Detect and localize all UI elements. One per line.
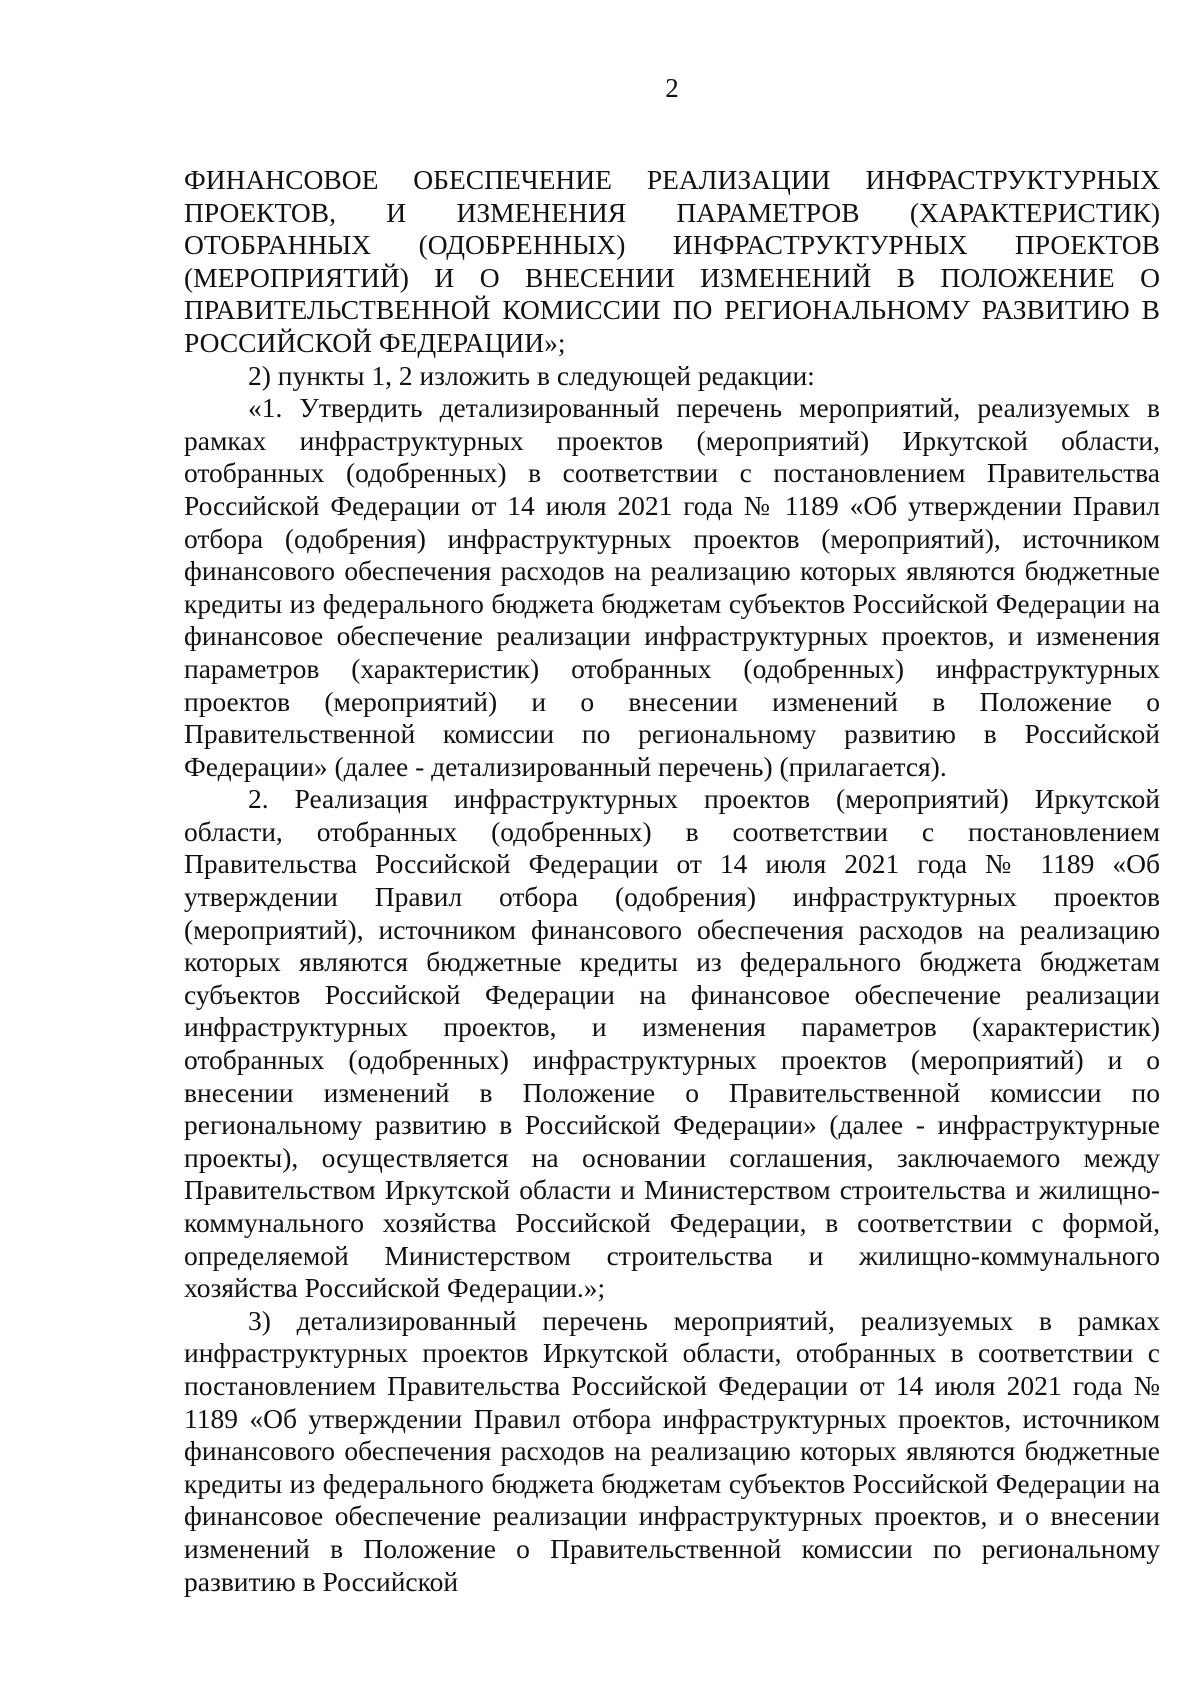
paragraph-heading-continuation: ФИНАНСОВОЕ ОБЕСПЕЧЕНИЕ РЕАЛИЗАЦИИ ИНФРАСТРУКТУРНЫХ ПРОЕКТОВ, И ИЗМЕНЕНИЯ ПАРАМЕТРОВ (ХАРАКТЕРИСТИК) ОТОБРАННЫХ (ОДОБРЕННЫХ) ИНФРАСТРУКТУРНЫХ ПРОЕКТОВ (МЕРОПРИЯТИЙ) И О ВНЕСЕНИИ ИЗМЕНЕНИЙ В ПОЛОЖЕНИЕ О ПРАВИТЕЛЬСТВЕННОЙ КОМИССИИ ПО РЕГИОНАЛЬНОМУ РАЗВИТИЮ В РОССИЙСКОЙ ФЕДЕРАЦИИ»; <box>184 164 1160 358</box>
paragraph-item-2: 2) пункты 1, 2 изложить в следующей редакции: <box>248 359 815 391</box>
document-page <box>184 72 1160 1672</box>
paragraph-point-1: «1. Утвердить детализированный перечень мероприятий, реализуемых в рамках инфраструктурных проектов (мероприятий) Иркутской области, отобранных (одобренных) в соответствии с постановлением Правительства Российской Федерации от 14 июля 2021 года № 1189 «Об утверждении Правил отбора (одобрения) инфраструктурных проектов (мероприятий), источником финансового обеспечения расходов на реализацию которых являются бюджетные кредиты из федерального бюджета бюджетам субъектов Российской Федерации на финансовое обеспечение реализации инфраструктурных проектов, и изменения параметров (характеристик) отобранных (одобренных) инфраструктурных проектов (мероприятий) и о внесении изменений в Положение о Правительственной комиссии по региональному развитию в Российской Федерации» (далее - детализированный перечень) (прилагается). <box>184 392 1160 782</box>
paragraph-item-3: 3) детализированный перечень мероприятий, реализуемых в рамках инфраструктурных проектов Иркутской области, отобранных в соответствии с постановлением Правительства Российской Федерации от 14 июля 2021 года № 1189 «Об утверждении Правил отбора инфраструктурных проектов, источником финансового обеспечения расходов на реализацию которых являются бюджетные кредиты из федерального бюджета бюджетам субъектов Российской Федерации на финансовое обеспечение реализации инфраструктурных проектов, и о внесении изменений в Положение о Правительственной комиссии по региональному развитию в Российской <box>184 1304 1160 1597</box>
page-number: 2 <box>665 73 679 103</box>
paragraph-point-2: 2. Реализация инфраструктурных проектов (мероприятий) Иркутской области, отобранных (одобренных) в соответствии с постановлением Правительства Российской Федерации от 14 июля 2021 года № 1189 «Об утверждении Правил отбора (одобрения) инфраструктурных проектов (мероприятий), источником финансового обеспечения расходов на реализацию которых являются бюджетные кредиты из федерального бюджета бюджетам субъектов Российской Федерации на финансовое обеспечение реализации инфраструктурных проектов, и изменения параметров (характеристик) отобранных (одобренных) инфраструктурных проектов (мероприятий) и о внесении изменений в Положение о Правительственной комиссии по региональному развитию в Российской Федерации» (далее - инфраструктурные проекты), осуществляется на основании соглашения, заключаемого между Правительством Иркутской области и Министерством строительства и жилищно-коммунального хозяйства Российской Федерации, в соответствии с формой, определяемой Министерством строительства и жилищно-коммунального хозяйства Российской Федерации.»; <box>184 783 1160 1304</box>
